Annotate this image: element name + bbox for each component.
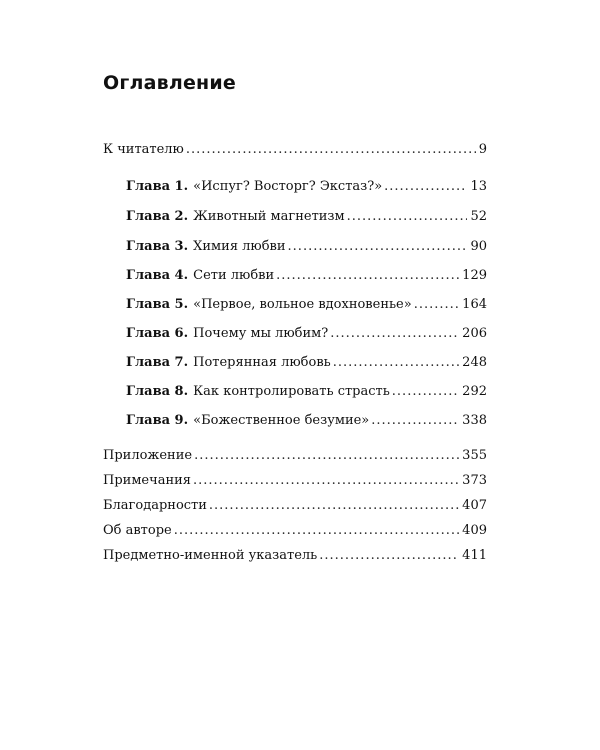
toc-title: Оглавление: [103, 72, 236, 94]
toc-page-number: 164: [462, 297, 487, 312]
toc-entry-chapter-6[interactable]: [126, 323, 487, 345]
toc-page-number: 248: [462, 355, 487, 370]
toc-entry-chapter-7[interactable]: [126, 352, 487, 374]
toc-page-number: 90: [470, 239, 487, 254]
chapter-prefix: Глава 9.: [126, 413, 189, 428]
chapter-prefix: Глава 5.: [126, 297, 189, 312]
dot-leader: [347, 206, 468, 228]
toc-page-number: 13: [470, 179, 487, 194]
dot-leader: [193, 470, 459, 492]
chapter-prefix: Глава 1.: [126, 179, 189, 194]
toc-page-number: 338: [462, 413, 487, 428]
toc-entry-text: Приложение: [103, 448, 193, 463]
toc-entry-text: Сети любви: [193, 268, 275, 283]
toc-entry-text: Примечания: [103, 473, 192, 488]
toc-entry-text: Потерянная любовь: [193, 355, 331, 370]
toc-entry-chapter-8[interactable]: [126, 381, 487, 403]
toc-entry-chapter-9[interactable]: [126, 410, 487, 432]
dot-leader: [330, 323, 459, 345]
toc-entry-index[interactable]: [103, 545, 487, 567]
dot-leader: [276, 265, 459, 287]
dot-leader: [371, 410, 459, 432]
chapter-prefix: Глава 4.: [126, 268, 189, 283]
toc-entry-text: Животный магнетизм: [193, 209, 345, 224]
chapter-prefix: Глава 6.: [126, 326, 189, 341]
toc-entry-chapter-3[interactable]: [126, 236, 487, 258]
toc-entry-text: Как контролировать страсть: [193, 384, 390, 399]
chapter-prefix: Глава 3.: [126, 239, 189, 254]
toc-entry-notes[interactable]: [103, 470, 487, 492]
toc-page-number: 355: [462, 448, 487, 463]
dot-leader: [288, 236, 468, 258]
dot-leader: [414, 294, 459, 316]
toc-entry-text: «Испуг? Восторг? Экстаз?»: [193, 179, 383, 194]
toc-page-number: 409: [462, 523, 487, 538]
toc-entry-text: Почему мы любим?: [193, 326, 329, 341]
toc-entry-acknowledgements[interactable]: [103, 495, 487, 517]
toc-entry-text: «Первое, вольное вдохновенье»: [193, 297, 412, 312]
toc-entry-text: Предметно-именной указатель: [103, 548, 318, 563]
toc-entry-text: К читателю: [103, 142, 184, 157]
dot-leader: [333, 352, 459, 374]
dot-leader: [392, 381, 459, 403]
chapter-prefix: Глава 2.: [126, 209, 189, 224]
chapter-prefix: Глава 7.: [126, 355, 189, 370]
toc-entry-text: Благодарности: [103, 498, 207, 513]
toc-entry-about-author[interactable]: [103, 520, 487, 542]
toc-entry-chapter-2[interactable]: [126, 206, 487, 228]
toc-page-number: 206: [462, 326, 487, 341]
toc-entry-preface[interactable]: [103, 139, 487, 161]
toc-entry-chapter-1[interactable]: [126, 176, 487, 198]
dot-leader: [174, 520, 459, 542]
dot-leader: [186, 139, 476, 161]
dot-leader: [384, 176, 467, 198]
chapter-prefix: Глава 8.: [126, 384, 189, 399]
toc-entry-text: Химия любви: [193, 239, 286, 254]
toc-page-number: 129: [462, 268, 487, 283]
toc-page-number: 411: [462, 548, 487, 563]
toc-page-number: 9: [478, 142, 487, 157]
toc-entry-chapter-5[interactable]: [126, 294, 487, 316]
dot-leader: [319, 545, 459, 567]
toc-page-number: 373: [462, 473, 487, 488]
toc-entry-text: «Божественное безумие»: [193, 413, 370, 428]
toc-entry-appendix[interactable]: [103, 445, 487, 467]
toc-entry-chapter-4[interactable]: [126, 265, 487, 287]
toc-page-number: 407: [462, 498, 487, 513]
dot-leader: [209, 495, 459, 517]
dot-leader: [194, 445, 459, 467]
toc-page-number: 52: [470, 209, 487, 224]
toc-entry-text: Об авторе: [103, 523, 172, 538]
toc-page-number: 292: [462, 384, 487, 399]
